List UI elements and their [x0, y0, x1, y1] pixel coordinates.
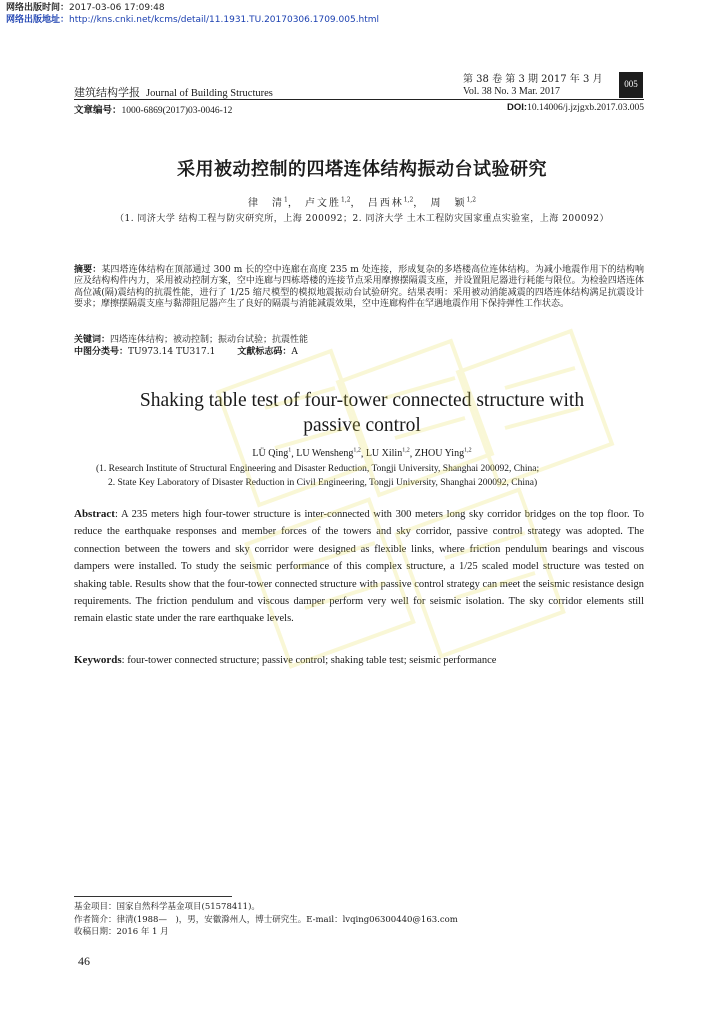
article-number: 文章编号：1000-6869(2017)03-0046-12 — [74, 105, 233, 116]
footnote-rule — [74, 896, 232, 897]
abstract-en: Abstract: A 235 meters high four-tower structure is inter-connected with 300 meters long sky corridor bridges on the top floor. To reduce the earthquake responses and member forces of the towers and sky corridor, passive control strategy was adopted. The connection between the towers and sky corridor were designed as flexible links, where friction pendulum bearings and viscous dampers were installed. To study the seismic performance of this complex structure, a 1/25 scaled model structure was tested on shaking table. Results show that the four-tower connected structure with passive control strategy can meet the seismic resistance design requirements. The friction pendulum and viscous damper perform very well for seismic isolation. The sky corridor elements still remain elastic state under the rare earthquake levels. — [74, 508, 644, 625]
doi: DOI:10.14006/j.jzjgxb.2017.03.005 — [507, 102, 644, 113]
page-number: 46 — [78, 954, 90, 968]
author-cn: 律 清$^1$ — [247, 196, 288, 209]
issue-info — [463, 74, 603, 98]
publish-url: 网络出版地址：http://kns.cnki.net/kcms/detail/11.1931.TU.20170306.1709.005.html — [6, 15, 380, 25]
classification: 中图分类号：TU973.14 TU317.1 文献标志码：A — [74, 347, 298, 357]
footnotes — [74, 901, 644, 939]
page-box: 005 — [619, 72, 643, 98]
issue-en: Vol. 38 No. 3 Mar. 2017 — [463, 86, 561, 97]
header-rule — [74, 99, 644, 100]
title-en: Shaking table test of four-tower connected structure with passive control — [139, 390, 585, 436]
author-cn: 周 颖$^{1,2}$ — [430, 196, 477, 209]
author-en: ZHOU Ying$^{1,2}$ — [414, 448, 472, 460]
author-en: LU Wensheng$^{1,2}$ — [296, 448, 361, 460]
abstract-cn: 摘要：某四塔连体结构在顶部通过 300 m 长的空中连廊在高度 235 m 处连接，形成复杂的多塔楼高位连体结构。为减小地震作用下的结构响应及结构构件内力，采用被动控制方案，空中连廊与四栋塔楼的连接节点采用摩擦摆隔震支座，并设置阻尼器进行耗能与限位。为检验四塔连体高位减(隔)震结构的抗震性能，进行了 1/25 缩尺模型的模拟地震振动台试验研究。结果表明：采用被动消能减震的四塔连体结构满足抗震设计要求；摩擦摆隔震支座与黏滞阻尼器产生了良好的隔震与消能减震效果，空中连廊构件在罕遇地震作用下保持弹性工作状态。 — [74, 265, 644, 310]
issue-cn: 第 38 卷 第 3 期 2017 年 3 月 — [463, 74, 603, 85]
title-cn: 采用被动控制的四塔连体结构振动台试验研究 — [177, 159, 547, 180]
publish-time: 网络出版时间：2017-03-06 17:09:48 — [6, 3, 165, 13]
footnote-received: 收稿日期：2016 年 1 月 — [74, 927, 169, 937]
keywords-cn: 关键词：四塔连体结构；被动控制；振动台试验；抗震性能 — [74, 335, 309, 345]
affiliation-en-1: (1. Research Institute of Structural Engineering and Disaster Reduction, Tongji University, Shanghai 200092, China; — [96, 464, 540, 474]
author-en: LU Xilin$^{1,2}$ — [365, 448, 410, 460]
authors-en: LÜ Qing$^1$, LU Wensheng$^{1,2}$, LU Xilin$^{1,2}$, ZHOU Ying$^{1,2}$ — [252, 448, 472, 460]
footnote-fund: 基金项目：国家自然科学基金项目(51578411)。 — [74, 902, 260, 912]
journal-name: 建筑结构学报 Journal of Building Structures — [74, 86, 273, 99]
author-cn: 卢文胜$^{1,2}$ — [305, 196, 351, 209]
affiliation-en-2: 2. State Key Laboratory of Disaster Reduction in Civil Engineering, Tongji University, Shanghai 200092, China) — [108, 478, 538, 488]
authors-cn: 律 清$^1$， 卢文胜$^{1,2}$， 吕西林$^{1,2}$， 周 颖$^{1,2}$ — [247, 196, 477, 209]
footnote-author: 作者简介：律清(1988— )，男，安徽滁州人，博士研究生。E-mail：lvqing06300440@163.com — [74, 914, 458, 925]
publish-url-link[interactable]: http://kns.cnki.net/kcms/detail/11.1931.TU.20170306.1709.005.html — [69, 15, 380, 25]
author-en: LÜ Qing$^1$ — [252, 448, 292, 460]
keywords-en: Keywords: four-tower connected structure; passive control; shaking table test; seismic performance — [74, 654, 497, 666]
author-cn: 吕西林$^{1,2}$ — [367, 196, 414, 209]
affiliation-cn: （1. 同济大学 结构工程与防灾研究所，上海 200092；2. 同济大学 土木工程防灾国家重点实验室，上海 200092） — [114, 214, 610, 224]
